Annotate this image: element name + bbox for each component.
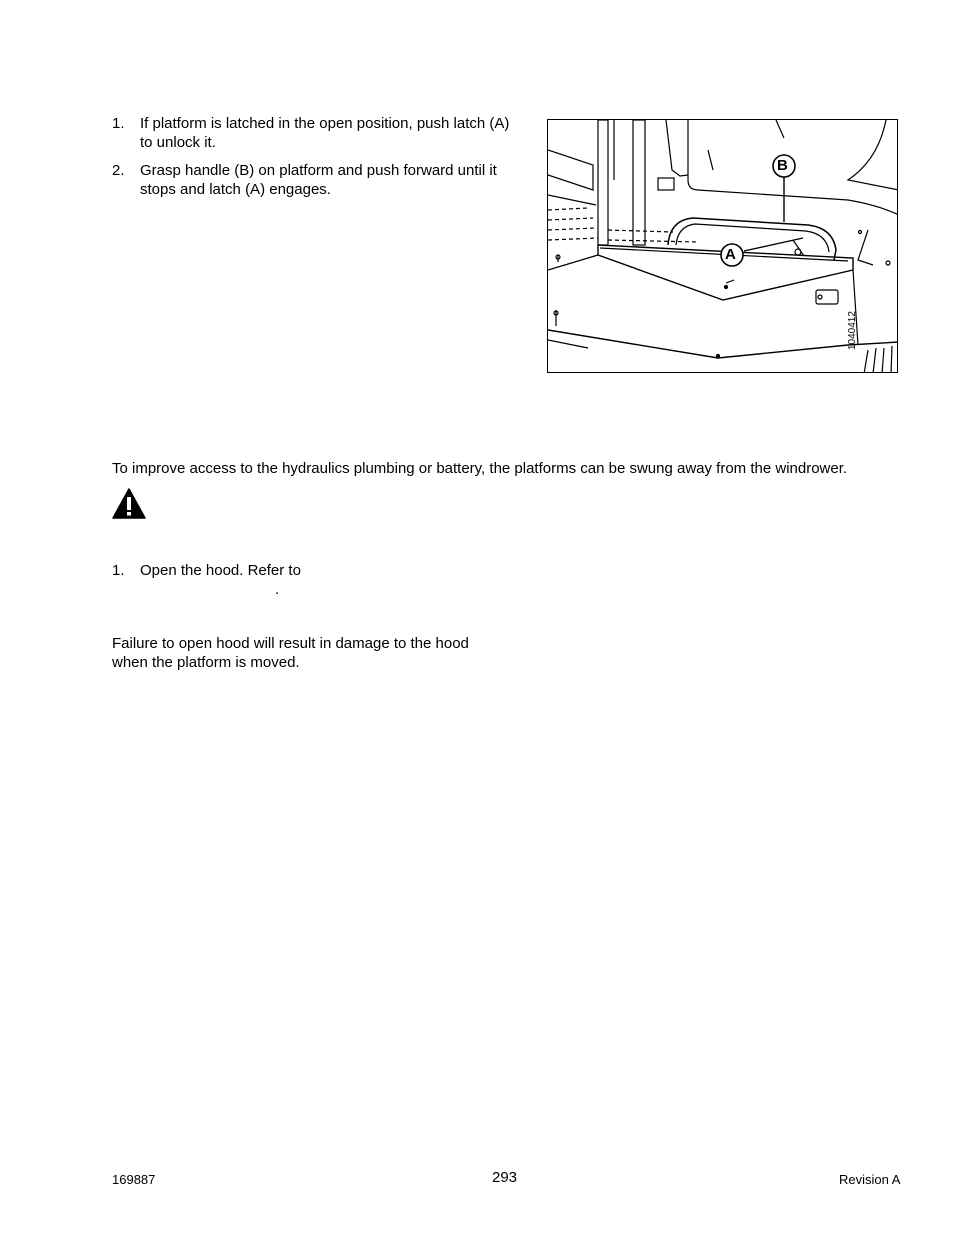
step-continuation-period: . [275,581,280,598]
footer-page-number: 293 [492,1169,518,1186]
step-number: 1. [112,562,125,579]
step-1-release-latch [112,114,517,152]
step-number: 1. [112,115,125,132]
warning-triangle-icon [112,488,146,519]
step-text: If platform is latched in the open position, push latch (A) to unlock it. [140,115,510,151]
callout-a-label: A [725,246,736,263]
intro-paragraph: To improve access to the hydraulics plumbing or battery, the platforms can be swung away from the windrower. [112,460,848,477]
platform-latch-illustration [547,119,898,373]
step-1-open-hood [112,561,517,580]
footer-doc-number: 169887 [112,1172,156,1187]
notice-text: Failure to open hood will result in damage to the hood when the platform is moved. [112,635,469,671]
footer-revision: Revision A [839,1172,901,1187]
figure-id: 1040412 [847,311,858,350]
step-number: 2. [112,162,125,179]
step-text: Open the hood. Refer to [140,562,301,579]
callout-b-label: B [777,157,788,174]
step-text: Grasp handle (B) on platform and push forward until it stops and latch (A) engages. [140,162,497,198]
step-2-push-handle [112,161,517,199]
